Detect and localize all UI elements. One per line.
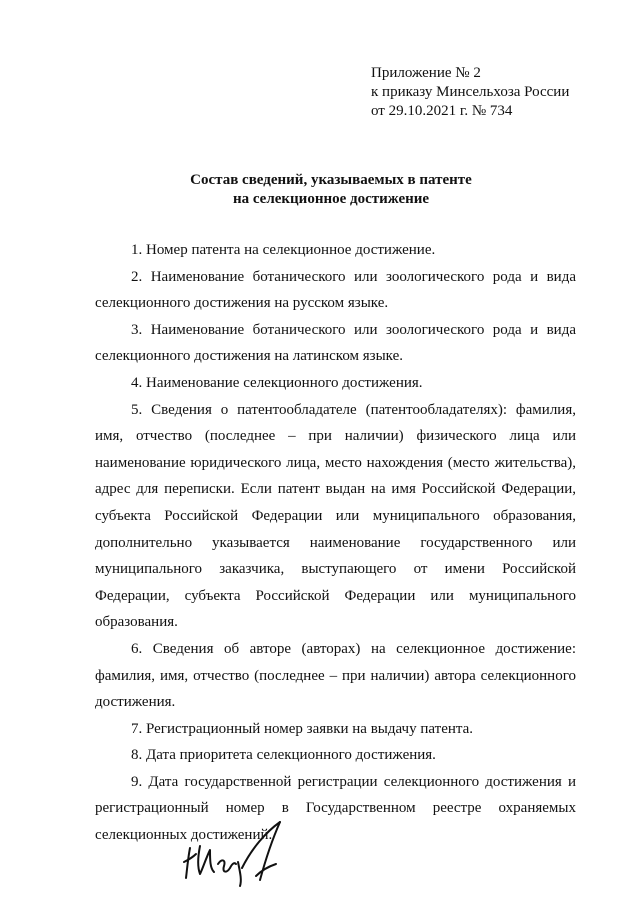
- list-item-8: 8. Дата приоритета селекционного достижения.: [131, 747, 436, 764]
- list-item-5: 5. Сведения о патентообладателе (патентообладателях): фамилия, имя, отчество (последнее – при наличии) физического лица или наименование юридического лица, место нахождения (место жительства), адрес для переписки. Если патент выдан на имя Российской Федерации, субъекта Российской Федерации или муниципального образования, дополнительно указывается наименование государственного или муниципального заказчика, выступающего от имени Российской Федерации, субъекта Российской Федерации или муниципального образования.: [95, 401, 576, 631]
- list-item-3: 3. Наименование ботанического или зоологического рода и вида селекционного достижения на латинском языке.: [95, 321, 576, 365]
- appendix-order-date: от 29.10.2021 г. № 734: [371, 103, 513, 119]
- items-list: [95, 237, 576, 849]
- appendix-number: Приложение № 2: [371, 65, 481, 81]
- title-line-1: Состав сведений, указываемых в патенте: [190, 172, 472, 188]
- list-item-1: 1. Номер патента на селекционное достижение.: [131, 242, 436, 258]
- appendix-order-ref: к приказу Минсельхоза России: [371, 84, 570, 100]
- list-item-6: 6. Сведения об авторе (авторах) на селекционное достижение: фамилия, имя, отчество (последнее – при наличии) автора селекционного достижения.: [95, 640, 576, 711]
- list-item-2: 2. Наименование ботанического или зоологического рода и вида селекционного достижения на русском языке.: [95, 268, 576, 312]
- list-item-9: 9. Дата государственной регистрации селекционного достижения и регистрационный номер в Государственном реестре охраняемых селекционных достижений.: [95, 773, 576, 844]
- signature-icon: [182, 818, 292, 888]
- appendix-header: [371, 64, 569, 121]
- list-item-7: 7. Регистрационный номер заявки на выдачу патента.: [131, 720, 474, 737]
- list-item-4: 4. Наименование селекционного достижения.: [131, 374, 423, 391]
- document-title: [0, 171, 640, 209]
- title-line-2: на селекционное достижение: [232, 191, 430, 207]
